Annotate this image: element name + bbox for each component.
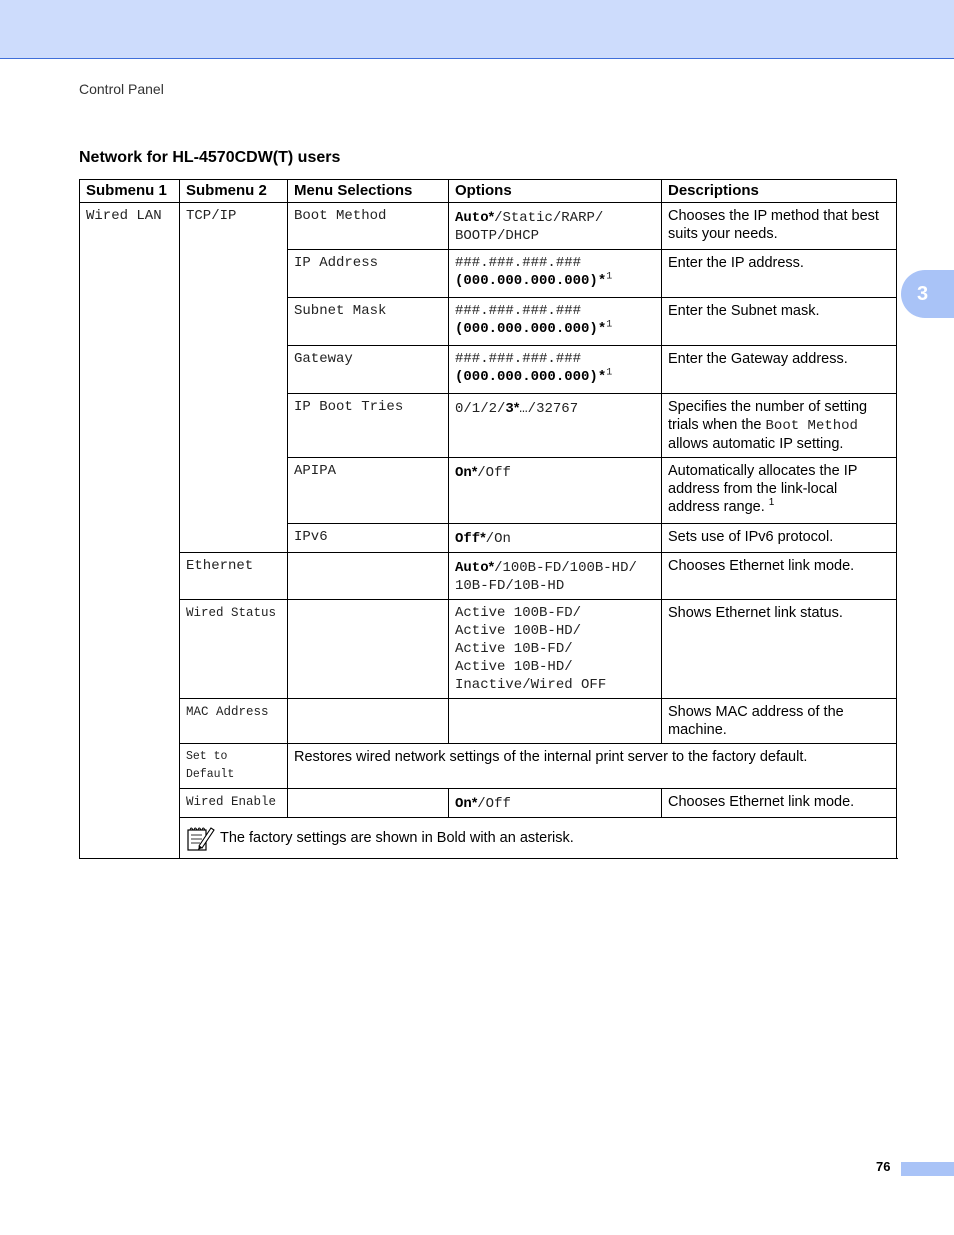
table-row [80,600,897,699]
selection-cell: Boot Method [288,203,449,250]
selection-cell: Gateway [288,346,449,394]
table-header-row [80,180,897,203]
pencil-note-icon [186,824,216,852]
options-cell: On*/Off [449,458,662,524]
options-cell: ###.###.###.### (000.000.000.000)*$^1$ [449,250,662,298]
description-cell: Shows MAC address of the machine. [662,699,897,744]
section-label: Control Panel [79,81,164,97]
description-cell: Chooses Ethernet link mode. [662,789,897,818]
description-cell: Automatically allocates the IP address from the link-local address range. $^1$ [662,458,897,524]
table-row [80,203,897,250]
selection-cell: IP Address [288,250,449,298]
submenu2-cell: Wired Enable [180,789,288,818]
column-header: Descriptions [662,180,897,203]
selection-cell: IP Boot Tries [288,394,449,458]
column-header: Submenu 2 [180,180,288,203]
options-cell [449,699,662,744]
submenu2-cell: Set to Default [180,744,288,789]
column-header: Options [449,180,662,203]
table-row [80,789,897,818]
options-cell: Active 100B-FD/ Active 100B-HD/ Active 10B-FD/ Active 10B-HD/ Inactive/Wired OFF [449,600,662,699]
chapter-tab[interactable]: 3 [901,270,954,318]
selection-cell: APIPA [288,458,449,524]
note-cell [180,818,897,859]
column-header: Submenu 1 [80,180,180,203]
selection-cell: IPv6 [288,524,449,553]
selection-cell [288,600,449,699]
selection-cell: Subnet Mask [288,298,449,346]
description-cell: Specifies the number of setting trials when the Boot Method allows automatic IP setting. [662,394,897,458]
options-cell: Off*/On [449,524,662,553]
submenu2-cell: Wired Status [180,600,288,699]
description-cell: Enter the Subnet mask. [662,298,897,346]
submenu1-cell: Wired LAN [80,203,180,859]
selection-cell [288,699,449,744]
options-cell: On*/Off [449,789,662,818]
description-cell: Sets use of IPv6 protocol. [662,524,897,553]
options-cell: Auto*/Static/RARP/ BOOTP/DHCP [449,203,662,250]
note-text: The factory settings are shown in Bold with an asterisk. [220,830,574,846]
table-row [80,744,897,789]
page-title: Network for HL-4570CDW(T) users [79,149,341,166]
options-cell: ###.###.###.### (000.000.000.000)*$^1$ [449,346,662,394]
submenu2-cell: TCP/IP [180,203,288,553]
description-cell: Restores wired network settings of the internal print server to the factory default. [288,744,897,789]
header-band [0,0,954,59]
table-row [80,699,897,744]
table-row [80,553,897,600]
description-cell: Shows Ethernet link status. [662,600,897,699]
column-header: Menu Selections [288,180,449,203]
description-cell: Enter the IP address. [662,250,897,298]
options-cell: Auto*/100B-FD/100B-HD/ 10B-FD/10B-HD [449,553,662,600]
page-number: 76 [876,1159,891,1174]
selection-cell [288,553,449,600]
page-number-bar [901,1162,954,1176]
options-cell: ###.###.###.### (000.000.000.000)*$^1$ [449,298,662,346]
description-cell: Enter the Gateway address. [662,346,897,394]
network-menu-table [79,179,897,859]
note-row [80,818,897,859]
description-cell: Chooses Ethernet link mode. [662,553,897,600]
submenu2-cell: MAC Address [180,699,288,744]
description-cell: Chooses the IP method that best suits your needs. [662,203,897,250]
default-option: Auto [455,210,489,226]
selection-cell [288,789,449,818]
options-cell: 0/1/2/3*…/32767 [449,394,662,458]
submenu2-cell: Ethernet [180,553,288,600]
